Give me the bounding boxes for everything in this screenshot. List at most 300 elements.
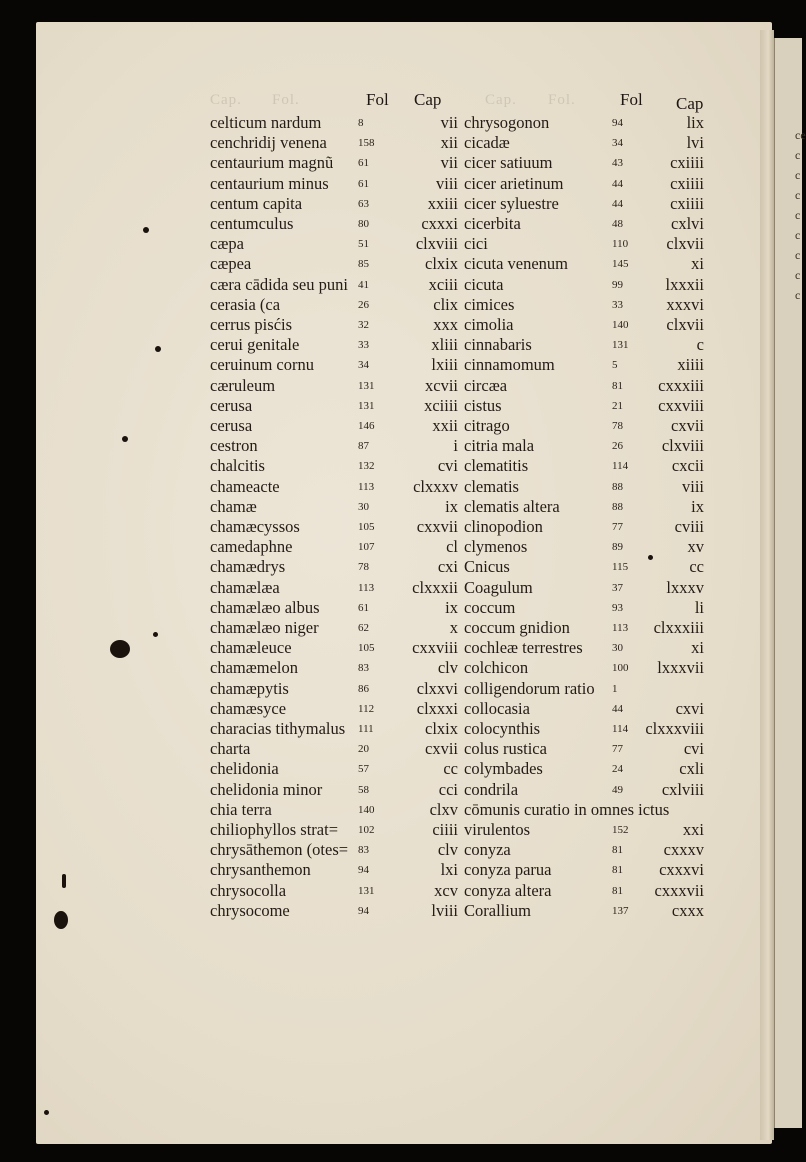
index-entry xyxy=(464,133,704,153)
entry-name: conyza altera xyxy=(464,880,552,900)
entry-chapter: viii xyxy=(681,476,704,496)
index-entry xyxy=(464,194,704,214)
entry-name: clematis xyxy=(464,476,519,496)
entry-name: cæpea xyxy=(210,254,252,274)
entry-chapter: xi xyxy=(691,254,704,274)
entry-folio: 77 xyxy=(612,521,623,533)
entry-name: clinopodion xyxy=(464,517,543,536)
entry-name: chameacte xyxy=(210,476,280,496)
entry-folio: 115 xyxy=(612,561,629,574)
entry-name: Cnicus xyxy=(464,557,510,577)
index-entry xyxy=(210,275,458,295)
entry-name: clymenos xyxy=(464,537,528,557)
entry-name: clematis altera xyxy=(464,496,560,516)
entry-chapter: ix xyxy=(691,496,704,516)
entry-name: cerui genitale xyxy=(210,335,300,355)
entry-folio: 132 xyxy=(358,460,375,473)
entry-chapter: cxvii xyxy=(425,739,458,759)
entry-name: chelidonia xyxy=(210,759,279,779)
entry-name: chalcitis xyxy=(210,456,265,476)
index-entry xyxy=(464,234,704,254)
entry-chapter: clxxxviii xyxy=(645,719,704,738)
entry-folio: 37 xyxy=(612,581,623,594)
entry-folio: 131 xyxy=(358,399,375,412)
entry-chapter: cc xyxy=(689,557,704,577)
entry-folio: 78 xyxy=(612,420,623,432)
entry-chapter: xliii xyxy=(431,335,458,355)
index-entry xyxy=(210,396,458,416)
entry-chapter: vii xyxy=(440,153,458,173)
entry-folio: 49 xyxy=(612,783,623,796)
next-page-fragment: c xyxy=(795,268,801,282)
index-entry xyxy=(464,436,704,456)
entry-chapter: cxxvii xyxy=(416,517,458,536)
entry-chapter: cxiiii xyxy=(670,173,704,193)
next-page-fragment: c xyxy=(795,188,801,202)
index-entry xyxy=(210,153,458,173)
entry-chapter: cxxxvi xyxy=(659,860,704,880)
entry-name: virulentos xyxy=(464,820,530,839)
entry-chapter: ix xyxy=(445,496,458,516)
fol-header-left: Fol xyxy=(366,90,389,109)
entry-folio: 93 xyxy=(612,601,623,614)
index-entry xyxy=(210,699,458,719)
entry-folio: 131 xyxy=(358,884,375,897)
next-page-edge xyxy=(774,38,806,1128)
show-through-text: Cap. xyxy=(485,92,517,108)
index-entry xyxy=(464,456,704,476)
entry-folio: 88 xyxy=(612,480,623,493)
entry-chapter: xciii xyxy=(428,274,458,294)
entry-chapter: cvi xyxy=(683,739,704,759)
entry-chapter: clxv xyxy=(429,799,458,819)
entry-chapter: lxi xyxy=(440,860,458,880)
entry-chapter: cxiiii xyxy=(670,193,704,213)
index-entry xyxy=(210,477,458,497)
entry-folio: 8 xyxy=(358,117,364,129)
entry-folio: 131 xyxy=(358,379,375,392)
entry-folio: 89 xyxy=(612,541,623,554)
entry-folio: 111 xyxy=(358,723,374,735)
index-entry xyxy=(210,254,458,274)
entry-folio: 34 xyxy=(358,359,369,372)
entry-name: cestron xyxy=(210,436,258,456)
index-entry xyxy=(464,335,704,355)
entry-name: Coagulum xyxy=(464,577,533,597)
entry-folio: 44 xyxy=(612,197,623,210)
show-through-text: Fol. xyxy=(548,92,576,108)
index-entry xyxy=(210,719,458,739)
entry-name: colchicon xyxy=(464,658,529,678)
index-entry xyxy=(464,153,704,173)
index-entry xyxy=(210,295,458,315)
entry-name: cicuta xyxy=(464,274,504,294)
index-entry xyxy=(210,456,458,476)
entry-folio: 34 xyxy=(612,137,623,150)
entry-chapter: cxxviii xyxy=(658,395,704,415)
entry-name: cerusa xyxy=(210,395,253,415)
index-entry xyxy=(210,780,458,800)
entry-name: colymbades xyxy=(464,759,543,779)
index-entry xyxy=(464,275,704,295)
entry-folio: 61 xyxy=(358,177,369,190)
entry-name: citrago xyxy=(464,416,510,435)
entry-chapter: cxxxv xyxy=(663,840,704,860)
entry-chapter: cxxviii xyxy=(412,638,458,658)
entry-name: cici xyxy=(464,234,488,254)
entry-name: chamæcyssos xyxy=(210,517,300,536)
entry-chapter: cxi xyxy=(437,557,458,577)
entry-folio: 77 xyxy=(612,743,623,756)
entry-folio: 137 xyxy=(612,904,629,917)
index-entry xyxy=(210,436,458,456)
entry-chapter: cxxx xyxy=(671,900,704,920)
next-page-fragment: c xyxy=(795,168,801,182)
entry-name: Corallium xyxy=(464,900,531,920)
ink-spot xyxy=(155,346,161,352)
entry-name: celticum nardum xyxy=(210,113,322,132)
entry-folio: 30 xyxy=(358,500,369,513)
entry-folio: 30 xyxy=(612,642,623,655)
entry-folio: 33 xyxy=(612,298,623,311)
entry-folio: 80 xyxy=(358,218,369,230)
entry-folio: 83 xyxy=(358,662,369,675)
index-entry xyxy=(210,133,458,153)
entry-chapter: clxxxi xyxy=(416,698,458,718)
entry-chapter: cxcii xyxy=(671,456,704,476)
entry-chapter: viii xyxy=(435,173,458,193)
index-entry xyxy=(210,497,458,517)
entry-chapter: lxiii xyxy=(431,355,458,375)
entry-folio: 83 xyxy=(358,844,369,857)
entry-folio: 113 xyxy=(612,622,629,634)
entry-folio: 105 xyxy=(358,642,375,655)
entry-chapter: cxxxiii xyxy=(658,375,704,395)
cap-header-left: Cap xyxy=(414,90,442,109)
entry-name: centumculus xyxy=(210,214,294,233)
index-entry xyxy=(210,658,458,678)
index-entry xyxy=(210,739,458,759)
index-entry xyxy=(464,658,704,678)
entry-chapter: li xyxy=(694,597,704,617)
entry-name: circæa xyxy=(464,375,508,395)
entry-name: colus rustica xyxy=(464,739,547,759)
entry-folio: 85 xyxy=(358,258,369,271)
next-page-fragment: c xyxy=(795,288,801,302)
ink-spot xyxy=(143,227,149,233)
entry-chapter: clxviii xyxy=(661,436,704,456)
index-entry xyxy=(210,598,458,618)
entry-name: chamæleuce xyxy=(210,638,292,658)
entry-name: colocynthis xyxy=(464,719,541,738)
index-entry xyxy=(210,234,458,254)
entry-folio: 94 xyxy=(612,117,623,129)
index-entry xyxy=(210,355,458,375)
entry-name: cicerbita xyxy=(464,214,521,233)
entry-chapter: clxxxv xyxy=(413,476,458,496)
index-entry xyxy=(464,881,704,901)
cap-header-right: Cap xyxy=(676,94,704,113)
entry-name: chelidonia minor xyxy=(210,779,323,799)
entry-chapter: clxix xyxy=(425,719,458,738)
entry-name: cicuta venenum xyxy=(464,254,568,274)
entry-chapter: lxxxii xyxy=(665,274,704,294)
entry-folio: 140 xyxy=(358,803,375,816)
index-entry xyxy=(464,780,704,800)
entry-chapter: xv xyxy=(687,537,704,557)
entry-name: cinnamomum xyxy=(464,355,555,375)
entry-name: chamæ xyxy=(210,496,257,516)
entry-folio: 61 xyxy=(358,601,369,614)
entry-chapter: xii xyxy=(440,133,458,153)
entry-folio: 26 xyxy=(612,440,623,453)
entry-chapter: clxxxii xyxy=(412,577,458,597)
index-entry xyxy=(464,497,704,517)
entry-folio: 158 xyxy=(358,137,375,150)
entry-name: coccum xyxy=(464,597,516,617)
fol-header-right: Fol xyxy=(620,90,643,109)
entry-folio: 33 xyxy=(358,339,369,352)
entry-chapter: xxxvi xyxy=(666,294,704,314)
entry-folio: 140 xyxy=(612,319,629,331)
entry-chapter: vii xyxy=(440,113,458,132)
entry-name: camedaphne xyxy=(210,537,293,557)
entry-chapter: cviii xyxy=(674,517,704,536)
entry-chapter: cl xyxy=(446,537,458,557)
ink-blot xyxy=(110,640,130,658)
entry-chapter: xciiii xyxy=(424,395,458,415)
entry-folio: 81 xyxy=(612,844,623,857)
entry-name: chrysanthemon xyxy=(210,860,311,880)
entry-name: cochleæ terrestres xyxy=(464,638,583,658)
next-page-fragment: c xyxy=(795,208,801,222)
entry-name: cicer syluestre xyxy=(464,193,559,213)
entry-name: conyza parua xyxy=(464,860,552,880)
entry-folio: 105 xyxy=(358,521,375,533)
entry-chapter: i xyxy=(453,436,458,456)
index-entry xyxy=(464,355,704,375)
entry-chapter: c xyxy=(696,335,704,355)
index-entry xyxy=(210,537,458,557)
index-entry xyxy=(464,174,704,194)
entry-name: chamælæa xyxy=(210,577,280,597)
entry-folio: 113 xyxy=(358,581,375,594)
entry-chapter: xxx xyxy=(433,315,458,334)
entry-folio: 81 xyxy=(612,379,623,392)
entry-folio: 100 xyxy=(612,662,629,675)
entry-folio: 44 xyxy=(612,177,623,190)
index-entry xyxy=(464,618,704,638)
entry-chapter: x xyxy=(449,618,458,637)
entry-name: cicadæ xyxy=(464,133,510,153)
entry-chapter: xxi xyxy=(682,820,704,839)
entry-name: cinnabaris xyxy=(464,335,532,355)
entry-chapter: cxvi xyxy=(675,698,704,718)
index-entry xyxy=(464,416,704,436)
index-entry xyxy=(210,901,458,921)
entry-chapter: cxxxi xyxy=(421,214,458,233)
entry-name: cenchridij venena xyxy=(210,133,327,153)
show-through-text: Fol. xyxy=(272,92,300,108)
next-page-fragment: c xyxy=(795,228,801,242)
entry-chapter: xi xyxy=(691,638,704,658)
index-entry xyxy=(210,638,458,658)
entry-chapter: xcvii xyxy=(425,375,458,395)
index-entry xyxy=(210,800,458,820)
entry-folio: 114 xyxy=(612,723,629,735)
entry-name: centum capita xyxy=(210,193,303,213)
entry-folio: 114 xyxy=(612,460,629,473)
entry-name: charta xyxy=(210,739,251,759)
entry-name: chamæmelon xyxy=(210,658,298,678)
entry-name: cæruleum xyxy=(210,375,276,395)
entry-folio: 62 xyxy=(358,622,369,634)
entry-name: colligendorum ratio xyxy=(464,678,595,698)
entry-folio: 145 xyxy=(612,258,629,271)
entry-name: chamælæo albus xyxy=(210,597,320,617)
index-entry xyxy=(464,638,704,658)
entry-name: chamædrys xyxy=(210,557,286,577)
entry-name: cicer arietinum xyxy=(464,173,564,193)
entry-chapter: ciiii xyxy=(432,820,458,839)
entry-chapter: cxlviii xyxy=(661,779,704,799)
entry-name: chrysocome xyxy=(210,900,290,920)
entry-folio: 81 xyxy=(612,864,623,877)
entry-chapter: cxiiii xyxy=(670,153,704,173)
index-entry xyxy=(210,679,458,699)
entry-name: chia terra xyxy=(210,799,272,819)
index-entry xyxy=(210,820,458,840)
entry-chapter: cc xyxy=(443,759,458,779)
entry-folio: 113 xyxy=(358,480,375,493)
entry-name: conyza xyxy=(464,840,511,860)
entry-chapter: cxli xyxy=(679,759,704,779)
entry-name: cicer satiuum xyxy=(464,153,553,173)
entry-folio: 43 xyxy=(612,157,623,170)
entry-name: clematitis xyxy=(464,456,529,476)
entry-folio: 48 xyxy=(612,218,623,230)
index-entry xyxy=(464,295,704,315)
entry-folio: 78 xyxy=(358,561,369,574)
entry-chapter: lvi xyxy=(686,133,704,153)
entry-chapter: cxvii xyxy=(671,416,704,435)
entry-folio: 21 xyxy=(612,399,623,412)
entry-folio: 63 xyxy=(358,197,369,210)
entry-folio: 57 xyxy=(358,763,369,776)
entry-name: centaurium minus xyxy=(210,173,329,193)
entry-folio: 24 xyxy=(612,763,623,776)
entry-name: cōmunis curatio in omnes ictus xyxy=(464,799,670,819)
index-entry xyxy=(464,557,704,577)
entry-name: cimolia xyxy=(464,315,514,334)
entry-chapter: clxix xyxy=(425,254,458,274)
next-page-fragment: c xyxy=(795,148,801,162)
index-entry xyxy=(210,557,458,577)
entry-name: collocasia xyxy=(464,698,530,718)
entry-name: cæra cādida seu puni xyxy=(210,274,348,294)
index-entry xyxy=(210,174,458,194)
entry-folio: 1 xyxy=(612,682,618,695)
entry-folio: 94 xyxy=(358,904,369,917)
entry-folio: 5 xyxy=(612,359,618,372)
entry-folio: 99 xyxy=(612,278,623,291)
entry-name: ceruinum cornu xyxy=(210,355,315,375)
index-entry xyxy=(464,578,704,598)
entry-name: condrila xyxy=(464,779,519,799)
index-entry xyxy=(210,376,458,396)
ink-spot xyxy=(648,555,653,560)
entry-chapter: clxxvi xyxy=(416,678,458,698)
entry-chapter: xcv xyxy=(434,880,458,900)
index-entry xyxy=(464,214,704,234)
entry-chapter: clxviii xyxy=(415,234,458,254)
index-entry xyxy=(464,820,704,840)
entry-chapter: clxvii xyxy=(666,234,704,254)
index-entry xyxy=(464,376,704,396)
index-entry xyxy=(210,416,458,436)
entry-folio: 112 xyxy=(358,702,375,715)
entry-folio: 32 xyxy=(358,319,369,331)
ink-mark xyxy=(62,874,66,888)
index-entry xyxy=(464,719,704,739)
entry-name: chrysāthemon (otes= xyxy=(210,840,349,860)
entry-folio: 26 xyxy=(358,298,369,311)
index-entry xyxy=(464,901,704,921)
ink-spot xyxy=(44,1110,49,1115)
entry-name: cæpa xyxy=(210,234,244,254)
entry-name: characias tithymalus xyxy=(210,719,346,738)
index-entry xyxy=(464,759,704,779)
entry-name: coccum gnidion xyxy=(464,618,570,637)
entry-chapter: clix xyxy=(433,294,458,314)
entry-folio: 44 xyxy=(612,702,623,715)
entry-chapter: lviii xyxy=(431,900,458,920)
index-entry xyxy=(464,315,704,335)
entry-chapter: lxxxvii xyxy=(657,658,704,678)
index-entry xyxy=(210,618,458,638)
index-entry xyxy=(210,860,458,880)
entry-folio: 107 xyxy=(358,541,375,554)
entry-name: chamælæo niger xyxy=(210,618,319,637)
ink-spot xyxy=(153,632,158,637)
index-entry xyxy=(210,214,458,234)
entry-folio: 61 xyxy=(358,157,369,170)
entry-chapter: cci xyxy=(438,779,458,799)
entry-chapter: xiiii xyxy=(677,355,704,375)
index-entry xyxy=(210,194,458,214)
entry-name: centaurium magnũ xyxy=(210,153,334,173)
entry-folio: 94 xyxy=(358,864,369,877)
index-entry xyxy=(210,335,458,355)
entry-folio: 87 xyxy=(358,440,369,453)
entry-name: citria mala xyxy=(464,436,535,456)
index-entry xyxy=(464,860,704,880)
entry-name: chrysocolla xyxy=(210,880,287,900)
entry-folio: 152 xyxy=(612,824,629,836)
show-through-text: Cap. xyxy=(210,92,242,108)
index-entry xyxy=(464,679,704,699)
entry-name: cimices xyxy=(464,294,515,314)
index-entry xyxy=(210,113,458,133)
entry-chapter: clv xyxy=(437,840,458,860)
ink-blot xyxy=(54,911,68,929)
index-entry xyxy=(210,881,458,901)
entry-name: chamæsyce xyxy=(210,698,287,718)
entry-folio: 146 xyxy=(358,420,375,432)
entry-folio: 41 xyxy=(358,278,369,291)
entry-chapter: xxiii xyxy=(427,193,458,213)
index-entry xyxy=(210,840,458,860)
